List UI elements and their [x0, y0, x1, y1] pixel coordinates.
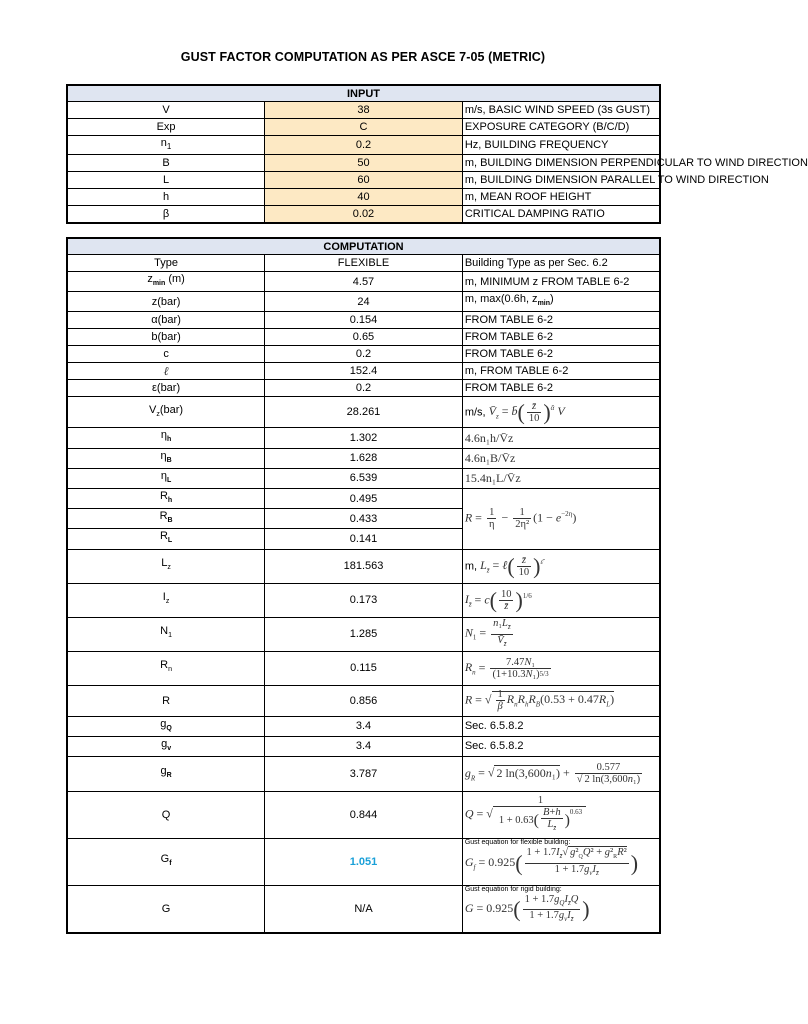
symbol-cell: b(bar): [67, 329, 265, 346]
symbol-cell: G: [67, 885, 265, 933]
value-cell: 0.65: [265, 329, 463, 346]
symbol-cell: $L_z$: [67, 549, 265, 583]
value-cell: 0.433: [265, 509, 463, 529]
input-value-cell[interactable]: 40: [265, 189, 463, 206]
table-row: [67, 397, 660, 428]
formula-cell: Gust equation for rigid building: G = 0.925( $\frac{1 + 1.7g_QI_{z̄}Q}{1 + 1.7g_vI_{z̄}}$ ): [462, 885, 660, 933]
symbol-cell: $\eta_h$: [67, 428, 265, 448]
value-cell: 28.261: [265, 397, 463, 428]
gust-factor-result: 1.051: [265, 838, 463, 885]
value-cell: 6.539: [265, 468, 463, 488]
symbol-cell: $R_h$: [67, 488, 265, 508]
description-cell: Sec. 6.5.8.2: [462, 736, 660, 756]
formula-cell: Q = √ 1 1 + 0.63( $\frac{B+h}{L_{z̄}}$ )$^{0.63}$: [462, 791, 660, 838]
value-cell: 0.856: [265, 685, 463, 716]
description-cell: m, MINIMUM z FROM TABLE 6-2: [462, 272, 660, 292]
table-row: [67, 583, 660, 617]
table-row: [67, 172, 660, 189]
value-cell: 152.4: [265, 363, 463, 380]
description-cell: Building Type as per Sec. 6.2: [462, 255, 660, 272]
value-cell: 1.285: [265, 617, 463, 651]
table-row: [67, 363, 660, 380]
table-row: [67, 488, 660, 508]
formula-cell: $I_{z̄} = c$( $\frac{10}{z̄}$ )$^{1/6}$: [462, 583, 660, 617]
table-row: [67, 468, 660, 488]
formula-cell: R = √ $\frac{1}{\beta}$ $R_nR_hR_B(0.53 + 0.47R_L)$: [462, 685, 660, 716]
symbol-cell: $R_L$: [67, 529, 265, 549]
table-row: [67, 617, 660, 651]
value-cell: 0.141: [265, 529, 463, 549]
rigid-note: Gust equation for rigid building:: [464, 885, 562, 893]
symbol-cell: $g_Q$: [67, 716, 265, 736]
table-row: [67, 428, 660, 448]
input-value-cell[interactable]: C: [265, 119, 463, 136]
table-row: [67, 102, 660, 119]
symbol-cell: V: [67, 102, 265, 119]
symbol-cell: h: [67, 189, 265, 206]
value-cell: 3.4: [265, 716, 463, 736]
table-row: [67, 716, 660, 736]
description-cell: m, max(0.6h, $z_{min}$): [462, 292, 660, 312]
flexible-note: Gust equation for flexible building:: [464, 838, 571, 846]
formula-cell: 15.4n₁L/V̄z: [462, 468, 660, 488]
input-value-cell[interactable]: 0.2: [265, 136, 463, 155]
symbol-cell: ε(bar): [67, 380, 265, 397]
description-cell: Sec. 6.5.8.2: [462, 716, 660, 736]
value-cell: 24: [265, 292, 463, 312]
symbol-cell: Exp: [67, 119, 265, 136]
table-row: [67, 189, 660, 206]
value-cell: N/A: [265, 885, 463, 933]
description-cell: FROM TABLE 6-2: [462, 380, 660, 397]
symbol-cell: ℓ: [67, 363, 265, 380]
formula-cell: 4.6n₁h/V̄z: [462, 428, 660, 448]
table-row: [67, 272, 660, 292]
symbol-cell: α(bar): [67, 312, 265, 329]
value-cell: 181.563: [265, 549, 463, 583]
table-row: [67, 292, 660, 312]
symbol-cell: $R_B$: [67, 509, 265, 529]
computation-header: COMPUTATION: [67, 238, 660, 255]
formula-cell: m, $L_{z̄}$ = ℓ( $\frac{z̄}{10}$ )$^{\varepsilon̄}$: [462, 549, 660, 583]
input-table: [66, 84, 808, 224]
value-cell: FLEXIBLE: [265, 255, 463, 272]
value-cell: 0.154: [265, 312, 463, 329]
description-cell: m, BUILDING DIMENSION PERPENDICULAR TO WIND DIRECTION: [462, 155, 660, 172]
symbol-cell: B: [67, 155, 265, 172]
table-row: [67, 651, 660, 685]
symbol-cell: β: [67, 206, 265, 224]
table-row: [67, 312, 660, 329]
description-cell: m, BUILDING DIMENSION PARALLEL TO WIND DIRECTION: [462, 172, 660, 189]
value-cell: 0.2: [265, 346, 463, 363]
vz-formula: $V̄_z$ = b̄( $\frac{z̄}{10}$ )$^ᾱ$ V: [488, 399, 565, 425]
value-cell: 1.302: [265, 428, 463, 448]
symbol-cell: c: [67, 346, 265, 363]
symbol-cell: $n_1$: [67, 136, 265, 155]
table-row: [67, 756, 660, 791]
formula-cell: $g_R$ = √ 2 ln(3,600n₁) + $\frac{0.577}{\text{√ 2 ln(3,600n₁)}}$: [462, 756, 660, 791]
symbol-cell: $V_z(bar)$: [67, 397, 265, 428]
input-value-cell[interactable]: 60: [265, 172, 463, 189]
symbol-cell: $\eta_L$: [67, 468, 265, 488]
symbol-cell: $g_R$: [67, 756, 265, 791]
symbol-cell: Type: [67, 255, 265, 272]
computation-table: [66, 237, 661, 934]
symbol-cell: $N_1$: [67, 617, 265, 651]
symbol-cell: $R_n$: [67, 651, 265, 685]
table-row: [67, 255, 660, 272]
input-value-cell[interactable]: 0.02: [265, 206, 463, 224]
formula-cell: $R_n$ = $\frac{\text{7.47N₁}}{(1+10.3N_1)^{5/3}}$: [462, 651, 660, 685]
symbol-cell: $\eta_B$: [67, 448, 265, 468]
r-formula-cell: R = $\frac{1}{\eta}$ − $\frac{1}{\text{2η²}}$ $(1 - e^{-2\eta})$: [462, 488, 660, 549]
table-row: [67, 346, 660, 363]
table-row: [67, 206, 660, 224]
formula-cell: m/s, $V̄_z$ = b̄( $\frac{z̄}{10}$ )$^ᾱ$ V: [462, 397, 660, 428]
description-cell: m, FROM TABLE 6-2: [462, 363, 660, 380]
symbol-cell: R: [67, 685, 265, 716]
description-cell: EXPOSURE CATEGORY (B/C/D): [462, 119, 660, 136]
input-value-cell[interactable]: 50: [265, 155, 463, 172]
description-cell: Hz, BUILDING FREQUENCY: [462, 136, 660, 155]
symbol-cell: $z_{min}$ (m): [67, 272, 265, 292]
table-row: [67, 791, 660, 838]
value-cell: 3.787: [265, 756, 463, 791]
table-row: [67, 448, 660, 468]
value-cell: 0.844: [265, 791, 463, 838]
table-row: [67, 838, 660, 885]
symbol-cell: Q: [67, 791, 265, 838]
table-row: [67, 885, 660, 933]
table-row: [67, 685, 660, 716]
formula-cell: Gust equation for flexible building: $G_f = 0.925$( $\frac{1 + 1.7I_{z̄}√ g^2_QQ^2 + g^2_RR^2}{1 + 1.7g_vI_{z̄}}$ ): [462, 838, 660, 885]
value-cell: 0.2: [265, 380, 463, 397]
value-cell: 4.57: [265, 272, 463, 292]
description-cell: m, MEAN ROOF HEIGHT: [462, 189, 660, 206]
table-row: [67, 549, 660, 583]
input-header: INPUT: [67, 85, 660, 102]
value-cell: 0.173: [265, 583, 463, 617]
symbol-cell: $I_z$: [67, 583, 265, 617]
description-cell: CRITICAL DAMPING RATIO: [462, 206, 660, 224]
value-cell: 1.628: [265, 448, 463, 468]
table-row: [67, 136, 660, 155]
formula-cell: 4.6n₁B/V̄z: [462, 448, 660, 468]
formula-cell: $N_1$ = $\frac{n_1L_{z̄}}{V̄_{z̄}}$: [462, 617, 660, 651]
symbol-cell: $G_f$: [67, 838, 265, 885]
page-title: GUST FACTOR COMPUTATION AS PER ASCE 7-05 (METRIC): [180, 50, 546, 64]
table-row: [67, 119, 660, 136]
table-row: [67, 380, 660, 397]
input-value-cell[interactable]: 38: [265, 102, 463, 119]
symbol-cell: L: [67, 172, 265, 189]
symbol-cell: z(bar): [67, 292, 265, 312]
table-row: [67, 329, 660, 346]
table-row: [67, 155, 660, 172]
description-cell: m/s, BASIC WIND SPEED (3s GUST): [462, 102, 660, 119]
table-row: [67, 736, 660, 756]
value-cell: 3.4: [265, 736, 463, 756]
symbol-cell: $g_v$: [67, 736, 265, 756]
description-cell: FROM TABLE 6-2: [462, 312, 660, 329]
description-cell: FROM TABLE 6-2: [462, 329, 660, 346]
value-cell: 0.115: [265, 651, 463, 685]
description-cell: FROM TABLE 6-2: [462, 346, 660, 363]
value-cell: 0.495: [265, 488, 463, 508]
